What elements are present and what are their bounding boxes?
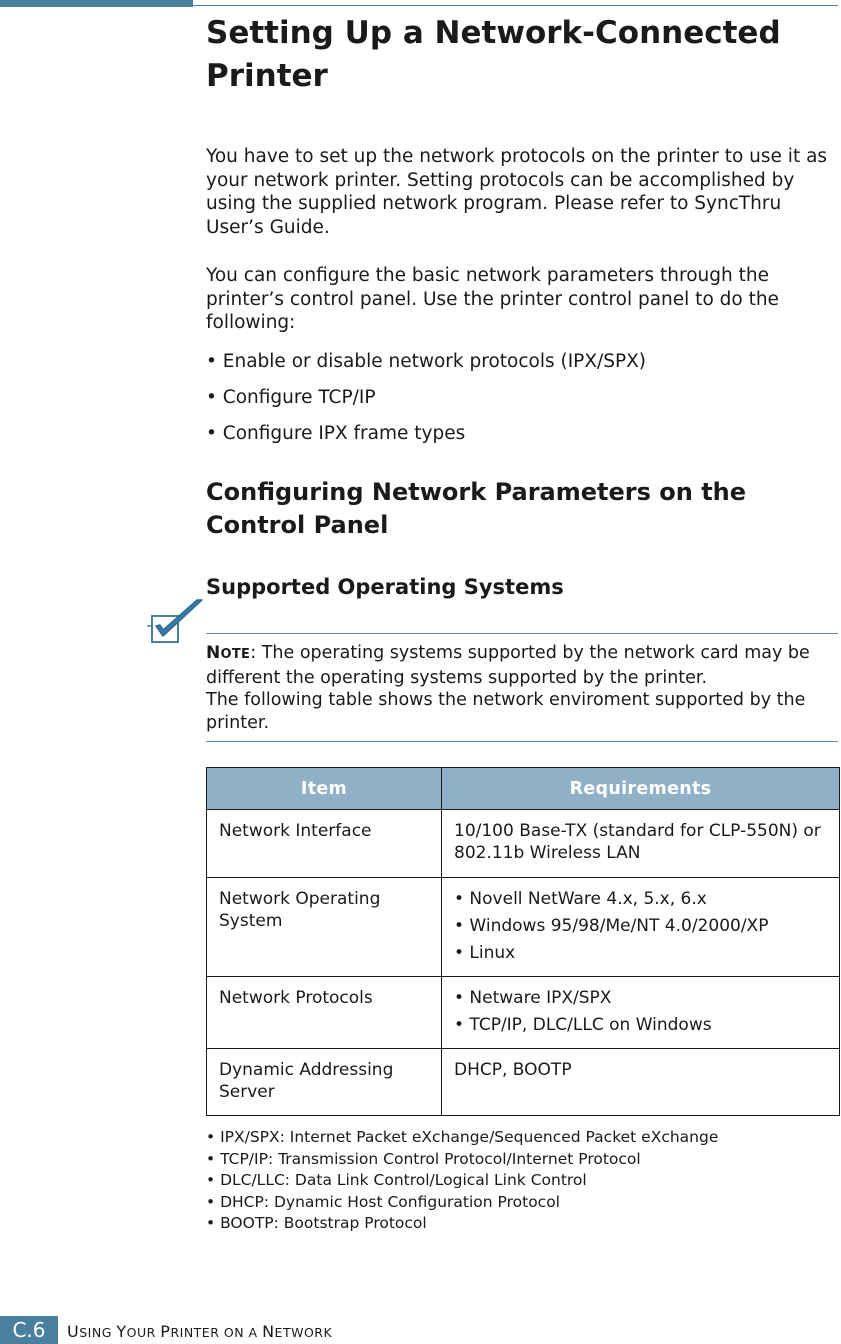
header-rule bbox=[193, 5, 838, 6]
list-item: • Enable or disable network protocols (IPX/SPX) bbox=[206, 351, 647, 372]
table-cell-requirements bbox=[442, 878, 840, 977]
note-label: NOTE bbox=[206, 643, 251, 663]
note-text: The operating systems supported by the network card may be different the operating systems supported by the printer. bbox=[206, 643, 810, 688]
table-row bbox=[207, 878, 840, 977]
list-item: • Configure IPX frame types bbox=[206, 423, 466, 444]
requirement-text: • Windows 95/98/Me/NT 4.0/2000/XP bbox=[454, 916, 769, 936]
table-cell-requirements bbox=[442, 977, 840, 1049]
note-rule-bottom bbox=[206, 741, 838, 742]
table-cell-item: Network Protocols bbox=[207, 977, 442, 1049]
table-row bbox=[207, 977, 840, 1049]
table-cell-item: Dynamic Addressing Server bbox=[207, 1049, 442, 1116]
list-item: • IPX/SPX: Internet Packet eXchange/Sequenced Packet eXchange bbox=[206, 1128, 719, 1146]
abbreviation-list bbox=[206, 1127, 718, 1235]
list-item: • BOOTP: Bootstrap Protocol bbox=[206, 1214, 427, 1233]
column-header-item: Item bbox=[207, 768, 442, 810]
section-heading: Configuring Network Parameters on the Control Panel bbox=[206, 478, 747, 539]
requirement-text: DHCP, BOOTP bbox=[454, 1060, 572, 1080]
table-row bbox=[207, 810, 840, 878]
list-item: • DHCP: Dynamic Host Configuration Protocol bbox=[206, 1192, 560, 1211]
requirement-text: • Novell NetWare 4.x, 5.x, 6.x bbox=[454, 889, 707, 909]
intro-paragraph: You have to set up the network protocols on the printer to use it as your network printer. Setting protocols can be accomplished by using the supplied network program. Please refer to SyncThru User’s Guide. bbox=[206, 146, 828, 238]
subsection-heading: Supported Operating Systems bbox=[206, 575, 564, 599]
table-row bbox=[207, 1049, 840, 1116]
list-item: • DLC/LLC: Data Link Control/Logical Link Control bbox=[206, 1171, 587, 1190]
note-block: NOTE: The operating systems supported by the network card may be different the operating systems supported by the printer. The following table shows the network enviroment supported by the printer. bbox=[206, 643, 810, 733]
table-cell-requirements bbox=[442, 1049, 840, 1116]
requirement-text: • Netware IPX/SPX bbox=[454, 988, 612, 1008]
header-accent-bar bbox=[0, 0, 193, 7]
note-text-2: The following table shows the network enviroment supported by the printer. bbox=[206, 690, 806, 733]
table-cell-item: Network Operating System bbox=[207, 878, 442, 977]
list-item: • TCP/IP: Transmission Control Protocol/Internet Protocol bbox=[206, 1149, 641, 1168]
table-header-row bbox=[207, 768, 840, 810]
table-cell-requirements bbox=[442, 810, 840, 878]
column-header-requirements: Requirements bbox=[442, 768, 840, 810]
table-cell-item: Network Interface bbox=[207, 810, 442, 878]
requirement-text: • TCP/IP, DLC/LLC on Windows bbox=[454, 1015, 712, 1035]
requirements-table bbox=[206, 767, 840, 1116]
requirement-text: • Linux bbox=[454, 943, 516, 963]
requirement-text: 10/100 Base-TX (standard for CLP-550N) or 802.11b Wireless LAN bbox=[454, 821, 821, 863]
page-number: C.6 bbox=[0, 1316, 58, 1344]
page-title: Setting Up a Network-Connected Printer bbox=[206, 15, 781, 94]
note-rule-top bbox=[206, 633, 838, 634]
checkmark-icon bbox=[147, 598, 205, 648]
chapter-title: USING YOUR PRINTER ON A NETWORK bbox=[67, 1322, 333, 1341]
config-paragraph: You can configure the basic network parameters through the printer’s control panel. Use the printer control panel to do the following: bbox=[206, 265, 779, 333]
list-item: • Configure TCP/IP bbox=[206, 387, 376, 408]
